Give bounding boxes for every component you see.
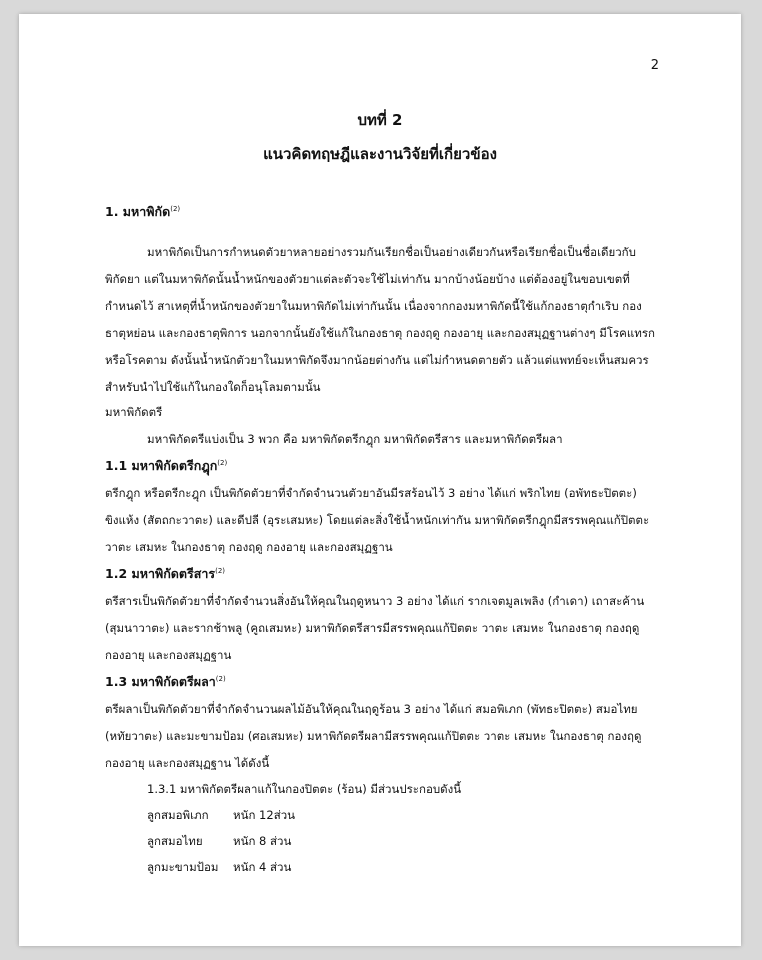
paragraph-line: มหาพิกัดเป็นการกำหนดตัวยาหลายอย่างรวมกันเรียกชื่อเป็นอย่างเดียวกันหรือเรียกชื่อเป็นชื่อเดียวกับ bbox=[147, 245, 636, 259]
reference-marker: (2) bbox=[215, 674, 226, 683]
ingredient-amount: หนัก 8 ส่วน bbox=[233, 834, 292, 848]
paragraph-line: ตรีกฎุก หรือตรีกะฎุก เป็นพิกัดตัวยาที่จำกัดจำนวนตัวยาอันมีรสร้อนไว้ 3 อย่าง ได้แก่ พริกไทย (อพัทธะปิตตะ) bbox=[105, 486, 637, 500]
paragraph-line: มหาพิกัดตรีแบ่งเป็น 3 พวก คือ มหาพิกัดตรีกฎุก มหาพิกัดตรีสาร และมหาพิกัดตรีผลา bbox=[147, 432, 563, 446]
ingredient-row bbox=[147, 807, 295, 825]
paragraph-line: (หทัยวาตะ) และมะขามป้อม (ศอเสมหะ) มหาพิกัดตรีผลามีสรรพคุณแก้ปิตตะ วาตะ เสมหะ ในกองธาตุ กองฤดู bbox=[105, 729, 642, 743]
ingredient-amount: หนัก 4 ส่วน bbox=[233, 860, 292, 874]
paragraph-line: กองอายุ และกองสมุฏฐาน ได้ดังนี้ bbox=[105, 756, 270, 770]
paragraph-line: ตรีสารเป็นพิกัดตัวยาที่จำกัดจำนวนสิ่งอันให้คุณในฤดูหนาว 3 อย่าง ได้แก่ รากเจตมูลเพลิง (กำเดา) เถาสะค้าน bbox=[105, 594, 645, 608]
ingredient-row bbox=[147, 833, 291, 851]
chapter-title: แนวคิดทฤษฎีและงานวิจัยที่เกี่ยวข้อง bbox=[263, 145, 497, 163]
section-1-title: 1. มหาพิกัด$^{(2)}$ bbox=[105, 204, 181, 219]
paragraph-line: กำหนดไว้ สาเหตุที่น้ำหนักของตัวยาในมหาพิกัดไม่เท่ากันนั้น เนื่องจากกองมหาพิกัดนี้ใช้แก้กองธาตุกำเริบ กอง bbox=[105, 299, 642, 313]
ingredient-name: ลูกสมอพิเภก bbox=[147, 808, 209, 822]
paragraph-line: (สุมนาวาตะ) และรากช้าพลู (คูถเสมหะ) มหาพิกัดตรีสารมีสรรพคุณแก้ปิตตะ วาตะ เสมหะ ในกองธาตุ กองฤดู bbox=[105, 621, 640, 635]
section-1-1-title: 1.1 มหาพิกัดตรีกฎุก$^{(2)}$ bbox=[105, 458, 228, 473]
reference-marker: (2) bbox=[215, 566, 226, 575]
page-number: 2 bbox=[650, 58, 659, 73]
section-1-3-title: 1.3 มหาพิกัดตรีผลา$^{(2)}$ bbox=[105, 674, 226, 689]
document-page bbox=[19, 14, 741, 946]
reference-marker: (2) bbox=[217, 458, 228, 467]
section-1-2-title: 1.2 มหาพิกัดตรีสาร$^{(2)}$ bbox=[105, 566, 226, 581]
paragraph-line: หรือโรคตาม ดังนั้นน้ำหนักตัวยาในมหาพิกัดจึงมากน้อยต่างกัน แต่ไม่กำหนดตายตัว แล้วแต่แพทย์จะเห็นสมควร bbox=[105, 353, 649, 367]
paragraph-line: ตรีผลาเป็นพิกัดตัวยาที่จำกัดจำนวนผลไม้อันให้คุณในฤดูร้อน 3 อย่าง ได้แก่ สมอพิเภก (พัทธะปิตตะ) สมอไทย bbox=[105, 702, 638, 716]
paragraph-line: ขิงแห้ง (สัตถกะวาตะ) และดีปลี (อุระเสมหะ) โดยแต่ละสิ่งใช้น้ำหนักเท่ากัน มหาพิกัดตรีกฎุกมีสรรพคุณแก้ปิตตะ bbox=[105, 513, 650, 527]
paragraph-line: ธาตุหย่อน และกองธาตุพิการ นอกจากนั้นยังใช้แก้ในกองธาตุ กองฤดู กองอายุ และกองสมุฏฐานต่างๆ มีโรคแทรก bbox=[105, 326, 655, 340]
ingredient-row bbox=[147, 859, 291, 877]
subsection-1-3-1: 1.3.1 มหาพิกัดตรีผลาแก้ในกองปิตตะ (ร้อน) มีส่วนประกอบดังนี้ bbox=[147, 782, 462, 796]
subheading-maha-pikad-tri: มหาพิกัดตรี bbox=[105, 405, 163, 419]
ingredient-amount: หนัก 12ส่วน bbox=[233, 808, 296, 822]
paragraph-line: วาตะ เสมหะ ในกองธาตุ กองฤดู กองอายุ และกองสมุฏฐาน bbox=[105, 540, 393, 554]
ingredient-name: ลูกสมอไทย bbox=[147, 834, 203, 848]
chapter-heading: บทที่ 2 bbox=[357, 111, 403, 129]
paragraph-line: สำหรับนำไปใช้แก้ในกองใดก็อนุโลมตามนั้น bbox=[105, 380, 321, 394]
ingredient-name: ลูกมะขามป้อม bbox=[147, 860, 219, 874]
reference-marker: (2) bbox=[170, 204, 181, 213]
paragraph-line: กองอายุ และกองสมุฏฐาน bbox=[105, 648, 232, 662]
paragraph-line: พิกัดยา แต่ในมหาพิกัดนั้นน้ำหนักของตัวยาแต่ละตัวจะใช้ไม่เท่ากัน มากบ้างน้อยบ้าง แต่ต้องอยู่ในขอบเขตที่ bbox=[105, 272, 630, 286]
